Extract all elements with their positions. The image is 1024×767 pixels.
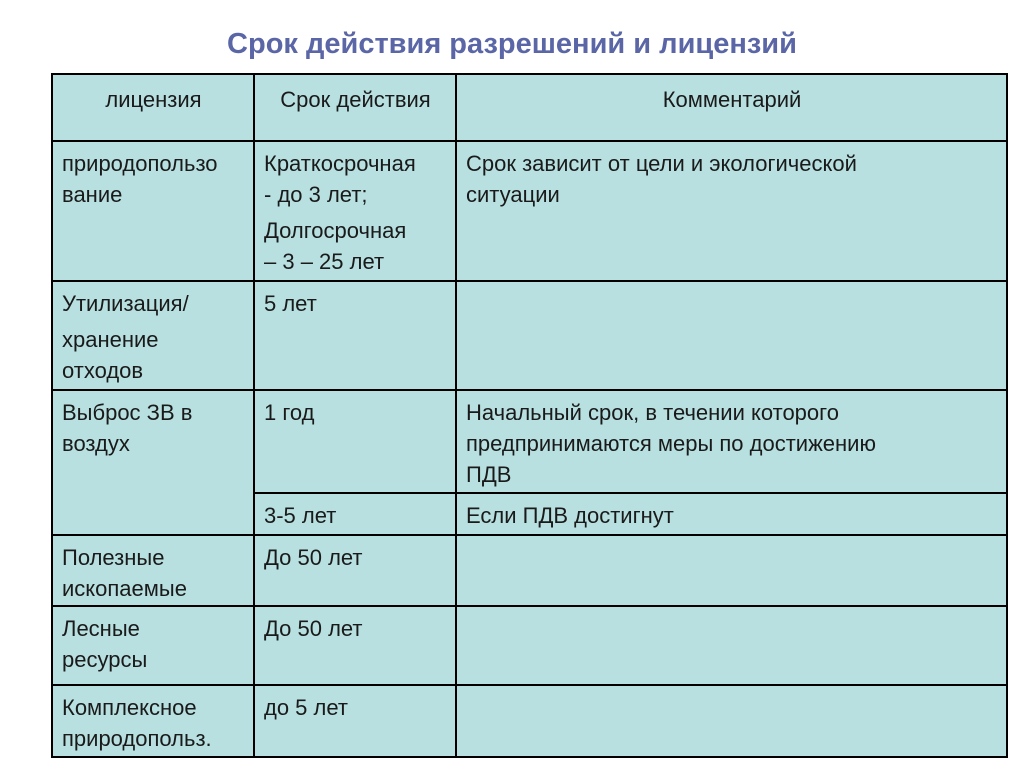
cell-term: 3-5 лет [254, 493, 456, 535]
cell-term: Краткосрочная - до 3 лет; Долгосрочная – 3 – 25 лет [254, 141, 456, 281]
license-terms-table [51, 73, 1008, 758]
table-row [52, 685, 1007, 757]
table-row [52, 606, 1007, 685]
table-row [52, 141, 1007, 281]
table-row [52, 281, 1007, 390]
header-term: Срок действия [254, 74, 456, 141]
cell-comment: Если ПДВ достигнут [456, 493, 1007, 535]
cell-comment [456, 606, 1007, 685]
cell-license: Лесные ресурсы [52, 606, 254, 685]
table-header-row [52, 74, 1007, 141]
cell-comment [456, 535, 1007, 606]
cell-term: 5 лет [254, 281, 456, 390]
table-row [52, 390, 1007, 493]
cell-term: До 50 лет [254, 606, 456, 685]
cell-license: Полезные ископаемые [52, 535, 254, 606]
cell-term: до 5 лет [254, 685, 456, 757]
page-title: Срок действия разрешений и лицензий [227, 28, 797, 60]
cell-comment [456, 281, 1007, 390]
header-comment: Комментарий [456, 74, 1007, 141]
header-license: лицензия [52, 74, 254, 141]
cell-license: Выброс ЗВ в воздух [52, 390, 254, 535]
table-row [52, 535, 1007, 606]
cell-license: Утилизация/ хранение отходов [52, 281, 254, 390]
cell-comment [456, 685, 1007, 757]
cell-license: природопользо вание [52, 141, 254, 281]
cell-term: 1 год [254, 390, 456, 493]
cell-term: До 50 лет [254, 535, 456, 606]
cell-comment: Начальный срок, в течении которого предпринимаются меры по достижению ПДВ [456, 390, 1007, 493]
cell-comment: Срок зависит от цели и экологической ситуации [456, 141, 1007, 281]
cell-license: Комплексное природопольз. [52, 685, 254, 757]
